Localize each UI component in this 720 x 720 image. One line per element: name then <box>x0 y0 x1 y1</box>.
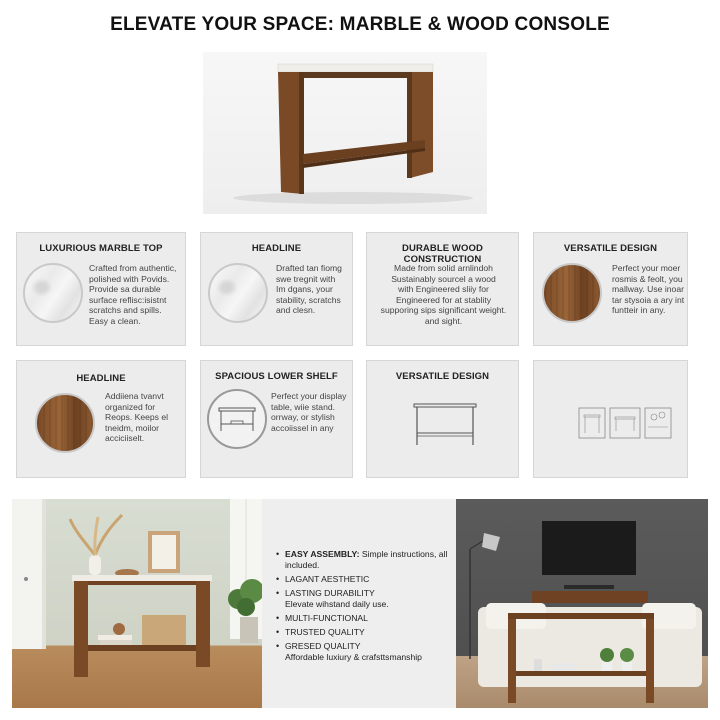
card-text: Crafted from authentic, polished with Povids. Provide sa durable surface reflisc:isistnt scratchs and spills. Easy a clean. <box>89 263 177 326</box>
console-outline-icon <box>411 401 481 451</box>
room-thumbnails-icon <box>578 405 674 441</box>
feature-item-durability: • LASTING DURABILITY <box>276 588 452 599</box>
feature-card-room-ideas <box>533 360 688 478</box>
feature-card-headline-1 <box>200 232 353 346</box>
wood-swatch-icon <box>542 263 602 323</box>
feature-card-versatile-design <box>533 232 688 346</box>
feature-card-wood-construction <box>366 232 519 346</box>
card-title: HEADLINE <box>251 243 302 254</box>
feature-item-gresed-quality: • GRESED QUALITY <box>276 641 452 652</box>
hero-product-image <box>203 52 487 214</box>
feature-card-versatile-design-2 <box>366 360 519 478</box>
console-outline-icon <box>207 389 267 449</box>
card-text: Addiiena tvanvt organized for Reops. Keeps el tneidm, moilor acciciiselt. <box>105 391 169 444</box>
feature-card-marble-top <box>16 232 186 346</box>
feature-subtext: Affordable luxiury & crafsttsmanship <box>285 652 422 662</box>
card-text: Made from solid arnlindoh Sustainably sourcel a wood with Engineered sliiy for Engineered for at stablity supporing sips significant weight. and sight. <box>380 263 507 326</box>
lifestyle-photo-living-room <box>456 499 708 708</box>
card-title: VERSATILE DESIGN <box>563 243 658 254</box>
feature-item-trusted-quality: • TRUSTED QUALITY <box>276 627 452 638</box>
marble-swatch-icon <box>208 263 268 323</box>
console-table-illustration <box>203 52 487 214</box>
feature-item-assembly: • EASY ASSEMBLY: Simple instructions, all <box>276 549 452 560</box>
card-title: VERSATILE DESIGN <box>395 371 490 382</box>
lifestyle-photo-entryway <box>12 499 262 708</box>
card-title: DURABLE WOOD CONSTRUCTION <box>402 243 483 265</box>
feature-item-aesthetic: • LAGANT AESTHETIC <box>276 574 452 585</box>
feature-subtext: included. <box>285 560 320 570</box>
wood-swatch-icon <box>35 393 95 453</box>
page-title: ELEVATE YOUR SPACE: MARBLE & WOOD CONSOLE <box>110 14 610 35</box>
feature-card-headline-2 <box>16 360 186 478</box>
card-text: Perfect your display table, wiie stand. orrway, or stylish accoiissel in any <box>271 391 347 433</box>
card-text: Drafted tan fiomg swe tregnit with Im dgans, your stability, scratchs and clesn. <box>276 263 342 316</box>
feature-item-multi-functional: • MULTI-FUNCTIONAL <box>276 613 452 624</box>
feature-card-lower-shelf <box>200 360 353 478</box>
card-text: Perfect your moer rosmis & feolt, you mallway. Use inoar tar stysoia a ary int funtteir in any. <box>612 263 685 316</box>
features-list <box>276 549 452 663</box>
card-title: HEADLINE <box>76 373 126 384</box>
card-title: LUXURIOUS MARBLE TOP <box>39 243 163 254</box>
marble-swatch-icon <box>23 263 83 323</box>
card-title: SPACIOUS LOWER SHELF <box>215 371 338 382</box>
feature-subtext: Elevate wihstand daily use. <box>285 599 389 609</box>
